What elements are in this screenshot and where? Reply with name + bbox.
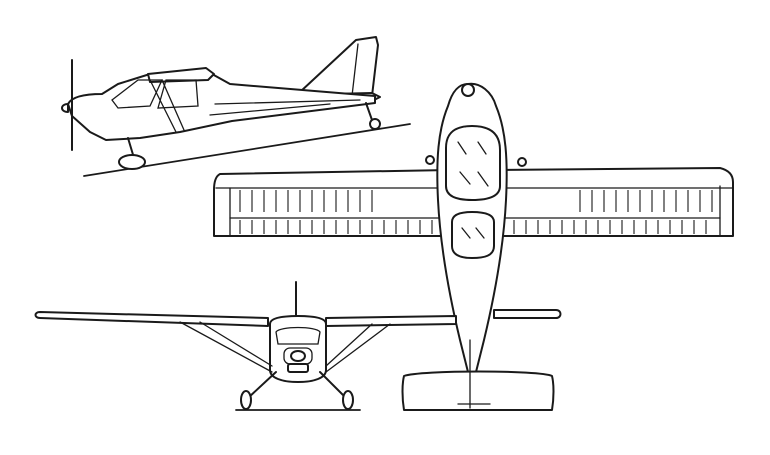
top-canopy: [446, 126, 500, 200]
front-right-wheel: [343, 391, 353, 409]
side-main-wheel: [119, 155, 145, 169]
side-tail-wheel: [370, 119, 380, 129]
front-spinner: [291, 351, 305, 361]
front-left-gear-leg: [248, 372, 276, 398]
front-right-strut: [326, 324, 390, 372]
front-left-wheel: [241, 391, 251, 409]
front-right-wingtip: [494, 310, 561, 318]
top-spinner: [462, 84, 474, 96]
front-left-wing: [36, 312, 269, 326]
top-rear-window: [452, 212, 494, 258]
side-view: [62, 37, 410, 176]
side-vertical-tail: [300, 37, 378, 96]
front-right-wing: [326, 316, 456, 326]
side-spinner: [62, 104, 68, 112]
front-left-strut: [180, 322, 272, 372]
front-right-gear-leg: [320, 372, 346, 398]
